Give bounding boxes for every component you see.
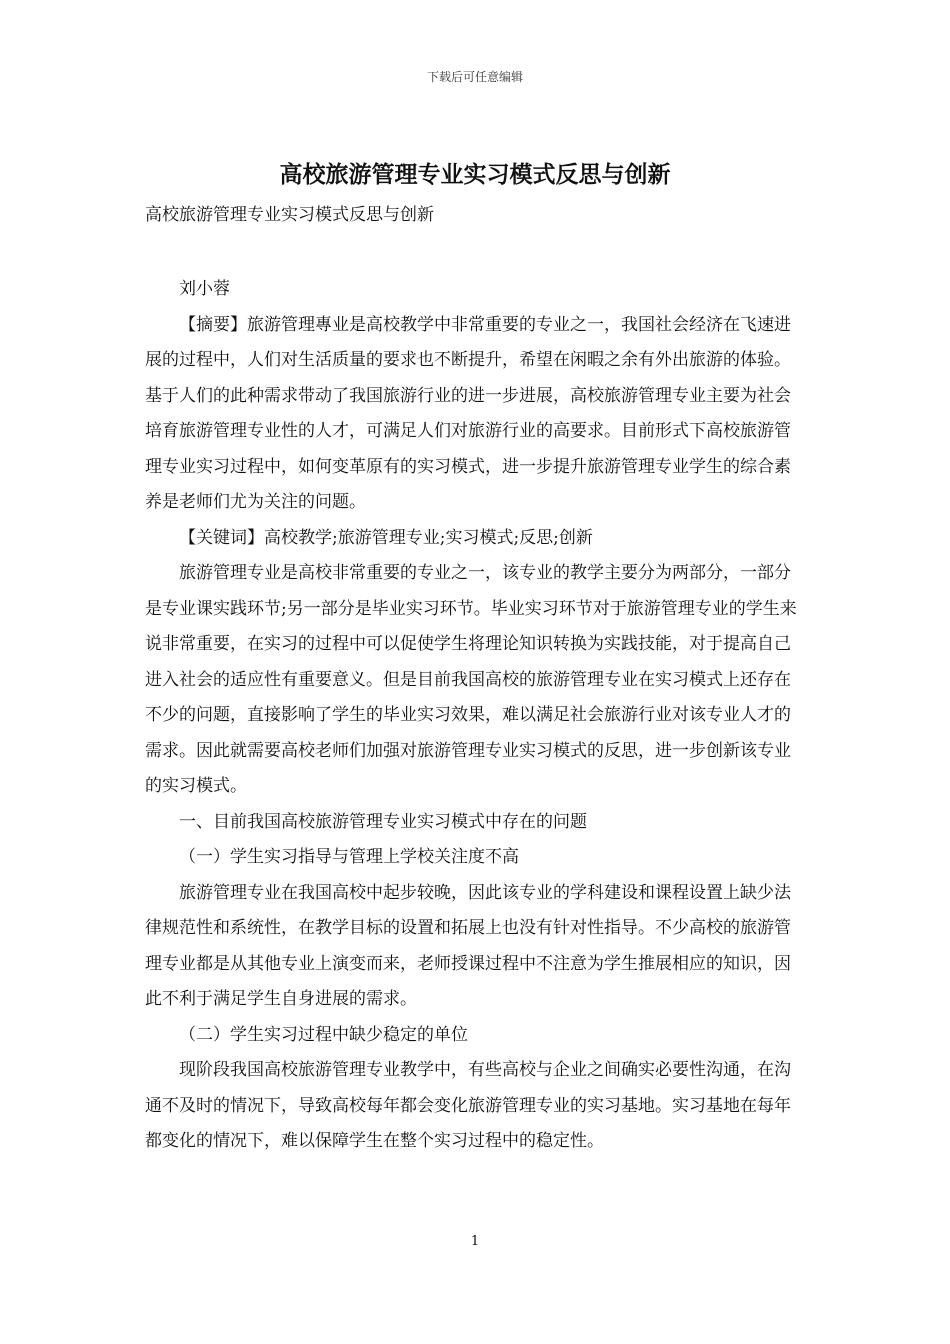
header-note: 下载后可任意编辑 (426, 70, 523, 84)
document-subtitle: 高校旅游管理专业实习模式反思与创新 (145, 205, 434, 225)
intro-paragraph: 旅游管理专业是高校非常重要的专业之一，该专业的教学主要分为两部分，一部分是专业课实践环节;另一部分是毕业实习环节。毕业实习环节对于旅游管理专业的学生来说非常重要，在实习的过程中可以促使学生将理论知识转换为实践技能，对于提高自己进入社会的适应性有重要意义。但是目前我国高校的旅游管理专业在实习模式上还存在不少的问题，直接影响了学生的毕业实习效果，难以满足社会旅游行业对该专业人才的需求。因此就需要高校老师们加强对旅游管理专业实习模式的反思，进一步创新该专业的实习模式。 (145, 563, 797, 796)
section-heading: 一、目前我国高校旅游管理专业实习模式中存在的问题 (179, 811, 587, 832)
keywords-line: 【关键词】高校教学;旅游管理专业;实习模式;反思;创新 (179, 527, 593, 548)
document-body (145, 272, 807, 1160)
document-title: 高校旅游管理专业实习模式反思与创新 (279, 161, 671, 188)
subsection-heading: （二）学生实习过程中缺少稳定的单位 (179, 1024, 468, 1045)
body-paragraph: 现阶段我国高校旅游管理专业教学中，有些高校与企业之间确实必要性沟通，在沟通不及时的情况下，导致高校每年都会变化旅游管理专业的实习基地。实习基地在每年都变化的情况下，难以保障学生在整个实习过程中的稳定性。 (145, 1060, 791, 1151)
page-number: 1 (470, 1234, 480, 1249)
body-paragraph: 旅游管理专业在我国高校中起步较晚，因此该专业的学科建设和课程设置上缺少法律规范性和系统性，在教学目标的设置和拓展上也没有针对性指导。不少高校的旅游管理专业都是从其他专业上演变而来，老师授课过程中不注意为学生推展相应的知识，因此不利于满足学生自身进展的需求。 (145, 882, 791, 1009)
abstract-paragraph: 【摘要】旅游管理專业是高校教学中非常重要的专业之一，我国社会经济在飞速进展的过程中，人们对生活质量的要求也不断提升，希望在闲暇之余有外出旅游的体验。基于人们的此种需求带动了我国旅游行业的进一步进展，高校旅游管理专业主要为社会培育旅游管理专业性的人才，可满足人们对旅游行业的高要求。目前形式下高校旅游管理专业实习过程中，如何变革原有的实习模式，进一步提升旅游管理专业学生的综合素养是老师们尤为关注的问题。 (145, 314, 791, 512)
subsection-heading: （一）学生实习指导与管理上学校关注度不高 (179, 847, 519, 867)
author-line: 刘小蓉 (179, 279, 230, 299)
